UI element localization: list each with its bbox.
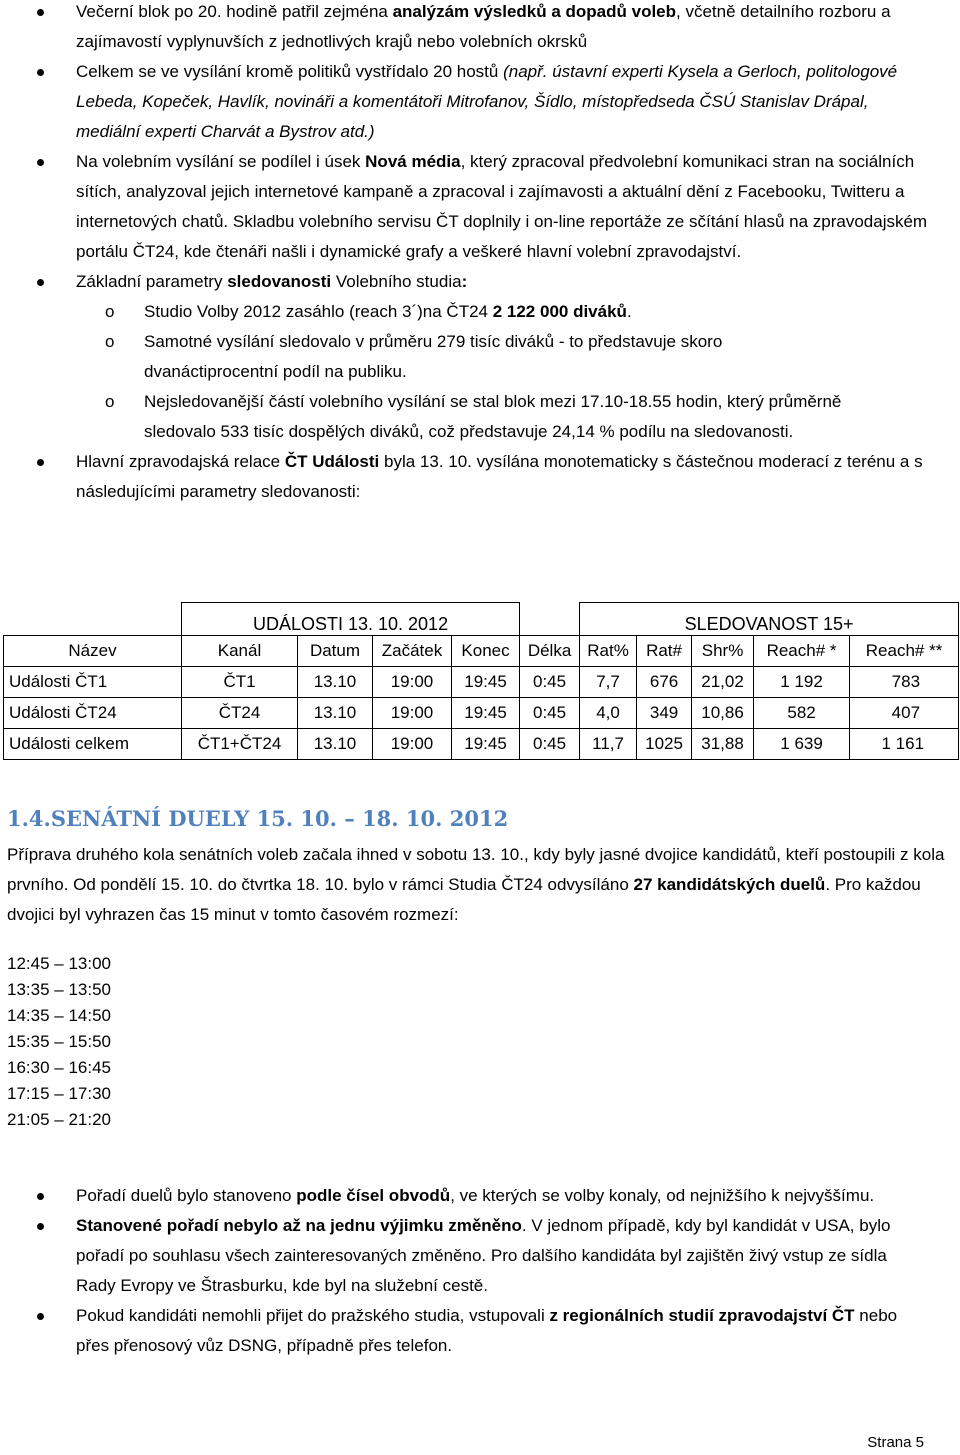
section-paragraph bbox=[7, 840, 947, 930]
text-run: analýzám výsledků a dopadů voleb bbox=[392, 2, 677, 21]
cell-start: 19:00 bbox=[373, 667, 452, 698]
col-header: Délka bbox=[520, 636, 580, 667]
text-run: sledovanosti bbox=[227, 272, 332, 291]
time-slot: 12:45 – 13:00 bbox=[7, 954, 111, 973]
cell-channel: ČT24 bbox=[182, 698, 298, 729]
table-row bbox=[4, 698, 959, 729]
text-run: Nejsledovanější částí volebního vysílání se stal blok mezi 17.10-18.55 hodin, který průměrně sledovalo 533 tisíc dospělých diváků, což představuje 24,14 % podílu na sledovanosti. bbox=[144, 392, 842, 441]
text-run: Studio Volby 2012 zasáhlo (reach 3´)na ČT24 bbox=[144, 302, 493, 321]
cell-name: Události ČT24 bbox=[4, 698, 182, 729]
col-header: Název bbox=[4, 636, 182, 667]
text-run: (např. ústavní experti Kysela a Gerloch, politologové Lebeda, Kopeček, Havlík, novináři a komentátoři Mitrofanov, Šídlo, místopředseda ČSÚ Stanislav Drápal, mediální experti Charvát a Bystrov atd.) bbox=[76, 62, 898, 141]
text-run: Základní parametry bbox=[76, 272, 228, 291]
text-run: 27 kandidátských duelů bbox=[633, 875, 826, 894]
cell-channel: ČT1+ČT24 bbox=[182, 729, 298, 760]
table-row bbox=[4, 667, 959, 698]
cell-length: 0:45 bbox=[520, 729, 580, 760]
text-run: z regionálních studií zpravodajství ČT bbox=[549, 1306, 855, 1325]
cell-shr-pct: 31,88 bbox=[692, 729, 754, 760]
text-run: Pořadí duelů bylo stanoveno bbox=[76, 1186, 297, 1205]
text-run: Pokud kandidáti nemohli přijet do pražského studia, vstupovali bbox=[76, 1306, 550, 1325]
time-slot: 15:35 – 15:50 bbox=[7, 1032, 111, 1051]
bullet-item bbox=[0, 267, 960, 447]
text-run: . Pro každou dvojici byl vyhrazen čas 15 minut v tomto časovém rozmezí: bbox=[7, 875, 921, 924]
bullet-list-top bbox=[0, 0, 960, 507]
cell-end: 19:45 bbox=[452, 667, 520, 698]
time-slot: 16:30 – 16:45 bbox=[7, 1058, 111, 1077]
col-header: Reach# * bbox=[754, 636, 850, 667]
text-run: , včetně detailního rozboru a zajímavostí vyplynuvších z jednotlivých krajů nebo volebních okrsků bbox=[76, 2, 891, 51]
page-number: Strana 5 bbox=[867, 1434, 924, 1451]
cell-reach-2: 783 bbox=[850, 667, 959, 698]
col-header: Kanál bbox=[182, 636, 298, 667]
cell-date: 13.10 bbox=[298, 729, 373, 760]
bullet-list-bottom bbox=[0, 1181, 960, 1361]
text-run: ČT Události bbox=[284, 452, 380, 471]
time-slot: 13:35 – 13:50 bbox=[7, 980, 111, 999]
text-run: . V jednom případě, kdy byl kandidát v USA, bylo pořadí po souhlasu všech zainteresovaných změněno. Pro dalšího kandidáta byl zajištěn živý vstup ze sídla Rady Evropy ve Štrasburku, kde byl na služební cestě. bbox=[76, 1216, 891, 1295]
cell-end: 19:45 bbox=[452, 698, 520, 729]
cell-shr-pct: 21,02 bbox=[692, 667, 754, 698]
cell-reach-2: 407 bbox=[850, 698, 959, 729]
col-header: Datum bbox=[298, 636, 373, 667]
bullet-item bbox=[0, 1301, 960, 1361]
text-run: Večerní blok po 20. hodině patřil zejména bbox=[76, 2, 393, 21]
section-heading: 1.4.SENÁTNÍ DUELY 15. 10. – 18. 10. 2012 bbox=[7, 806, 509, 831]
sub-item bbox=[76, 387, 930, 447]
sub-item bbox=[76, 327, 930, 387]
bullet-item bbox=[0, 447, 960, 507]
time-slot: 14:35 – 14:50 bbox=[7, 1006, 111, 1025]
col-header: Rat# bbox=[637, 636, 692, 667]
sub-item bbox=[76, 297, 930, 327]
cell-rat-pct: 11,7 bbox=[580, 729, 637, 760]
text-run: , který zpracoval předvolební komunikaci stran na sociálních sítích, analyzoval jejich internetové kampaně a zpracoval i zajímavosti a aktuální dění z Facebooku, Twitteru a internetových chatů. Skladbu volebního servisu ČT doplnily i on-line reportáže ze sčítání hlasů na zpravodajském portálu ČT24, kde čtenáři našli i dynamické grafy a veškeré hlavní volební zpravodajství. bbox=[76, 152, 928, 261]
table-header-row bbox=[4, 636, 959, 667]
text-run: Hlavní zpravodajská relace bbox=[76, 452, 285, 471]
sub-list bbox=[76, 297, 930, 447]
text-run: . bbox=[626, 302, 632, 321]
text-run: Příprava druhého kola senátních voleb začala ihned v sobotu 13. 10., kdy byly jasné dvojice kandidátů, kteří postoupili z kola prvního. Od pondělí 15. 10. do čtvrtka 18. 10. bylo v rámci Studia ČT24 odvysíláno bbox=[7, 845, 945, 894]
cell-shr-pct: 10,86 bbox=[692, 698, 754, 729]
time-slot: 21:05 – 21:20 bbox=[7, 1110, 111, 1129]
bullet-item bbox=[0, 57, 960, 147]
text-run: nebo přes přenosový vůz DSNG, případně přes telefon. bbox=[76, 1306, 898, 1355]
text-run: 2 122 000 diváků bbox=[492, 302, 627, 321]
time-slot: 17:15 – 17:30 bbox=[7, 1084, 111, 1103]
text-run: Nová média bbox=[365, 152, 461, 171]
text-run: podle čísel obvodů bbox=[296, 1186, 451, 1205]
viewership-table bbox=[3, 602, 959, 760]
bullet-item bbox=[0, 1211, 960, 1301]
col-header: Rat% bbox=[580, 636, 637, 667]
cell-start: 19:00 bbox=[373, 729, 452, 760]
col-header: Reach# ** bbox=[850, 636, 959, 667]
text-run: Celkem se ve vysílání kromě politiků vystřídalo 20 hostů bbox=[76, 62, 504, 81]
group-title-left: UDÁLOSTI 13. 10. 2012 bbox=[182, 603, 520, 636]
text-run: : bbox=[461, 272, 468, 291]
cell-rat-pct: 7,7 bbox=[580, 667, 637, 698]
cell-start: 19:00 bbox=[373, 698, 452, 729]
cell-rat-pct: 4,0 bbox=[580, 698, 637, 729]
text-run: , ve kterých se volby konaly, od nejnižšího k nejvyššímu. bbox=[450, 1186, 875, 1205]
col-header: Shr% bbox=[692, 636, 754, 667]
bullet-item bbox=[0, 147, 960, 267]
cell-rat-num: 1025 bbox=[637, 729, 692, 760]
time-slot-list bbox=[7, 951, 111, 1133]
bullet-item bbox=[0, 0, 960, 57]
cell-length: 0:45 bbox=[520, 667, 580, 698]
text-run: Stanovené pořadí nebylo až na jednu výjimku změněno bbox=[76, 1216, 522, 1235]
bullet-item bbox=[0, 1181, 960, 1211]
group-title-right: SLEDOVANOST 15+ bbox=[580, 603, 959, 636]
text-run: Samotné vysílání sledovalo v průměru 279 tisíc diváků - to představuje skoro dvanáctiprocentní podíl na publiku. bbox=[144, 332, 723, 381]
cell-rat-num: 349 bbox=[637, 698, 692, 729]
cell-reach-1: 582 bbox=[754, 698, 850, 729]
cell-reach-1: 1 639 bbox=[754, 729, 850, 760]
bullet-text bbox=[76, 272, 467, 291]
cell-date: 13.10 bbox=[298, 667, 373, 698]
text-run: byla 13. 10. vysílána monotematicky s částečnou moderací z terénu a s následujícími parametry sledovanosti: bbox=[76, 452, 923, 501]
cell-length: 0:45 bbox=[520, 698, 580, 729]
text-run: Na volebním vysílání se podílel i úsek bbox=[76, 152, 366, 171]
cell-reach-2: 1 161 bbox=[850, 729, 959, 760]
text-run: Volebního studia bbox=[331, 272, 462, 291]
cell-name: Události celkem bbox=[4, 729, 182, 760]
cell-channel: ČT1 bbox=[182, 667, 298, 698]
cell-end: 19:45 bbox=[452, 729, 520, 760]
col-header: Konec bbox=[452, 636, 520, 667]
table-row bbox=[4, 729, 959, 760]
table-group-header bbox=[4, 603, 959, 636]
cell-date: 13.10 bbox=[298, 698, 373, 729]
cell-reach-1: 1 192 bbox=[754, 667, 850, 698]
cell-rat-num: 676 bbox=[637, 667, 692, 698]
col-header: Začátek bbox=[373, 636, 452, 667]
cell-name: Události ČT1 bbox=[4, 667, 182, 698]
